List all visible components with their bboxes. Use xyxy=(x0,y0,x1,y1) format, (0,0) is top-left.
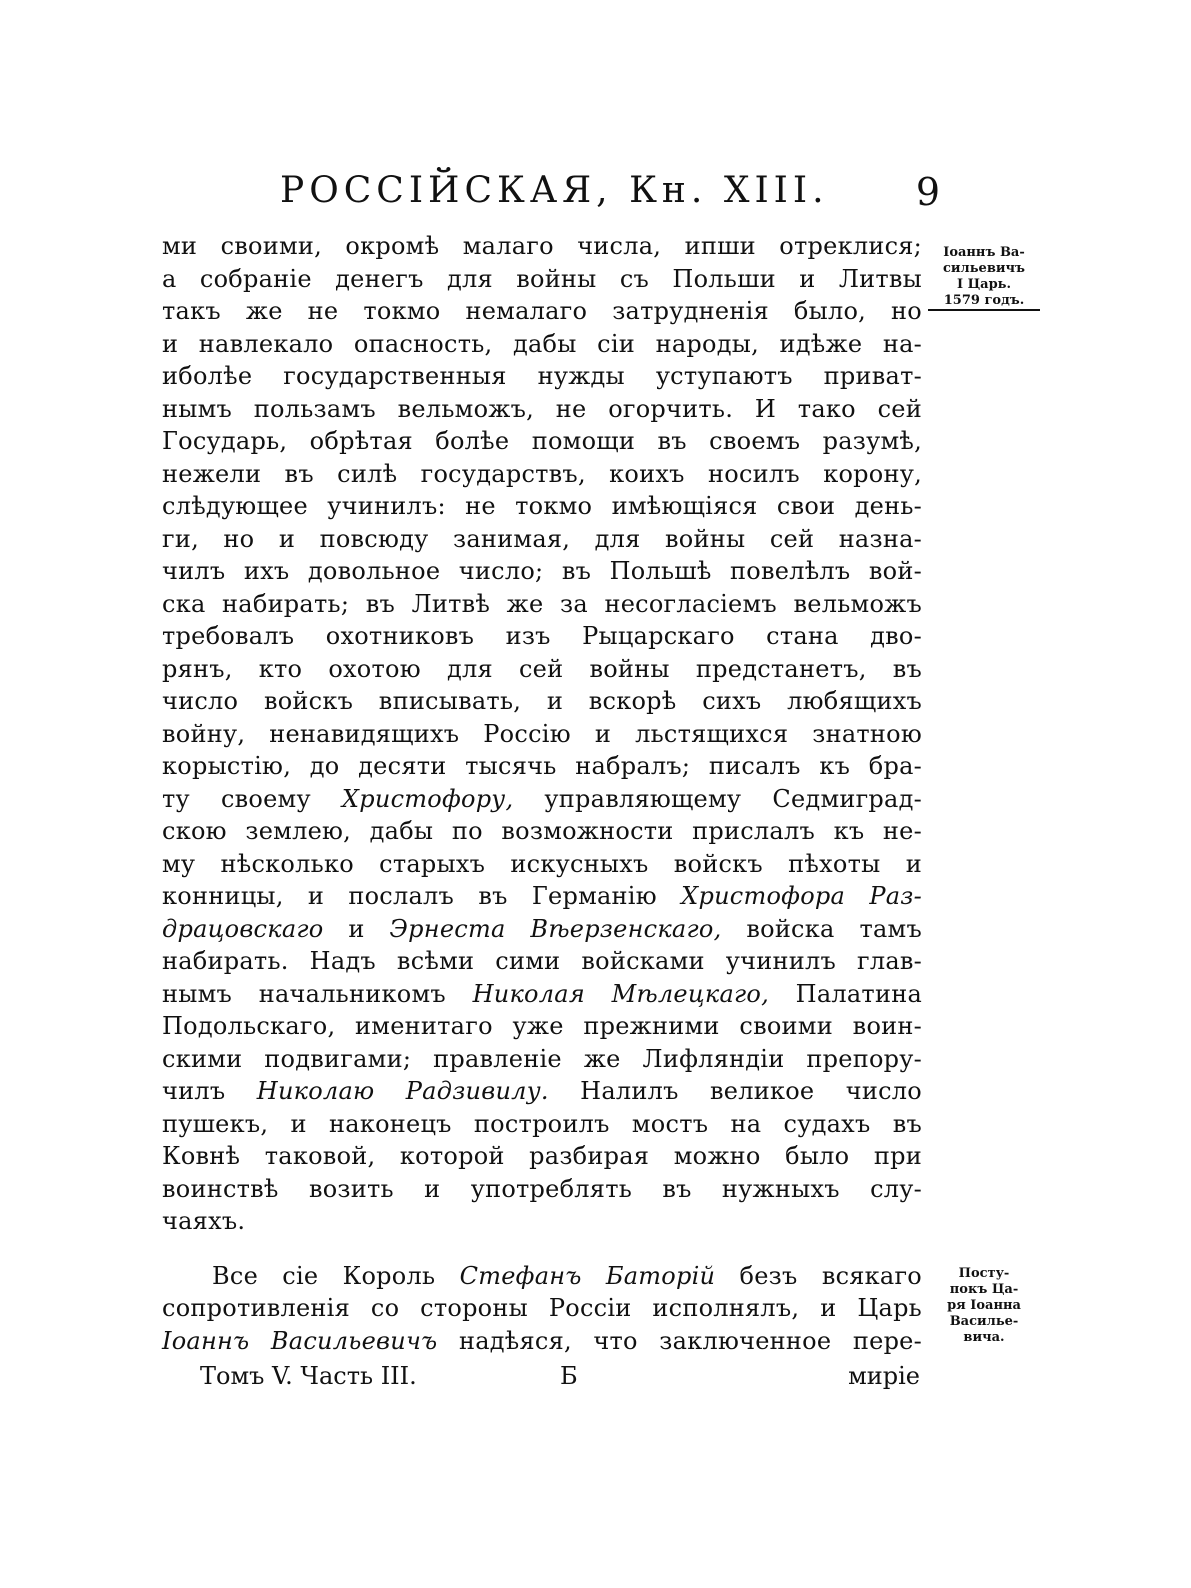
italic-name: Іоаннъ Васильевичъ xyxy=(162,1326,438,1355)
text-line: число войскъ вписывать, и вскорѣ сихъ любящихъ xyxy=(162,687,922,715)
italic-name: Христофору, xyxy=(341,784,514,813)
text-line: нымъ начальникомъ Николая Мѣлецкаго, Палатина xyxy=(162,979,923,1008)
text-line: а собраніе денегъ для войны съ Польши и Литвы xyxy=(162,264,922,293)
text-line: му нѣсколько старыхъ искусныхъ войскъ пѣхоты и xyxy=(162,849,922,878)
margin-note-line: покъ Ца- xyxy=(949,1282,1019,1297)
catchword: миріе xyxy=(848,1362,920,1390)
text-line: такъ же не токмо немалаго затрудненія было, но xyxy=(162,297,922,325)
italic-name: Эрнеста Вѣерзенскаго, xyxy=(389,914,722,943)
text-line: скими подвигами; правленіе же Лифляндіи препору- xyxy=(162,1044,922,1073)
text-line: рянъ, кто охотою для сей войны предстанетъ, въ xyxy=(162,654,922,683)
text-line: Ковнѣ таковой, которой разбирая можно было при xyxy=(162,1142,922,1170)
italic-name: Стефанъ Баторій xyxy=(459,1261,716,1290)
text-line: пушекъ, и наконецъ построилъ мостъ на судахъ въ xyxy=(162,1109,922,1138)
text-line: и навлекало опасность, дабы сіи народы, идѣже на- xyxy=(162,329,922,358)
margin-note-line: Іоаннъ Ва- xyxy=(943,245,1025,260)
signature-mark: Б xyxy=(560,1362,578,1390)
text-line: нежели въ силѣ государствъ, коихъ носилъ корону, xyxy=(162,459,922,488)
text-line: чилъ Николаю Радзивилу. Налилъ великое число xyxy=(162,1077,922,1105)
text-line: воинствѣ возить и употреблять въ нужныхъ слу- xyxy=(162,1174,922,1203)
text-line: Іоаннъ Васильевичъ надѣяся, что заключенное пере- xyxy=(162,1326,922,1355)
text-line: набирать. Надъ всѣми сими войсками учинилъ глав- xyxy=(162,947,922,975)
paragraph-gap xyxy=(162,1238,922,1260)
italic-name: Христофора Раз- xyxy=(681,882,922,910)
margin-note-line: I Царь. xyxy=(956,277,1012,292)
text-line: требовалъ охотниковъ изъ Рыцарскаго стана дво- xyxy=(162,622,922,650)
text-line: Подольскаго, именитаго уже прежними своими воин- xyxy=(162,1012,922,1040)
running-title: РОССІЙСКАЯ, Кн. XIII. xyxy=(280,170,829,211)
body-text xyxy=(162,230,922,1357)
text-line: войну, ненавидящихъ Россію и льстящихся знатною xyxy=(162,719,922,748)
text-line: чилъ ихъ довольное число; въ Польшѣ повелѣлъ вой- xyxy=(162,557,922,585)
italic-name: Николаю Радзивилу. xyxy=(256,1077,549,1105)
text-line: ми своими, окромѣ малаго числа, ипши отреклися; xyxy=(162,232,922,260)
text-line: сопротивленія со стороны Россіи исполнялъ, и Царь xyxy=(162,1294,922,1322)
text-line: Все сіе Король Стефанъ Баторій безъ всякаго xyxy=(212,1261,922,1290)
volume-signature: Томъ V. Часть III. xyxy=(200,1362,417,1390)
margin-note-line: Посту- xyxy=(958,1266,1010,1281)
text-line: нымъ пользамъ вельможъ, не огорчить. И тако сей xyxy=(162,394,922,423)
text-line: скою землею, дабы по возможности прислалъ къ не- xyxy=(162,817,922,845)
text-line: иболѣе государственныя нужды уступаютъ приват- xyxy=(162,362,922,390)
text-line: драцовскаго и Эрнеста Вѣерзенскаго, войска тамъ xyxy=(162,914,922,943)
text-line: ги, но и повсюду занимая, для войны сей назна- xyxy=(162,524,922,553)
margin-note-line: вича. xyxy=(963,1330,1005,1345)
margin-note-line: сильевичъ xyxy=(943,261,1025,276)
page-header xyxy=(280,170,940,220)
page-footer xyxy=(200,1362,920,1398)
italic-name: драцовскаго xyxy=(162,914,324,943)
text-line: Государь, обрѣтая болѣе помощи въ своемъ разумѣ, xyxy=(162,427,922,455)
text-line: слѣдующее учинилъ: не токмо имѣющіяся свои день- xyxy=(162,492,922,520)
text-line: ска набирать; въ Литвѣ же за несогласіемъ вельможъ xyxy=(162,589,922,618)
page-number: 9 xyxy=(915,170,940,214)
margin-note-year: 1579 годъ. xyxy=(928,293,1040,311)
text-line: конницы, и послалъ въ Германію Христофора Раз- xyxy=(162,882,922,910)
italic-name: Николая Мѣлецкаго, xyxy=(472,979,769,1008)
text-line: ту своему Христофору, управляющему Седмиград- xyxy=(162,784,922,813)
margin-note-line: ря Іоанна xyxy=(947,1298,1021,1313)
margin-note-tsar-action xyxy=(928,1266,1040,1346)
margin-note-ioann-1579 xyxy=(928,245,1040,311)
text-line: чаяхъ. xyxy=(162,1207,246,1235)
text-line: корыстію, до десяти тысячь набралъ; писалъ къ бра- xyxy=(162,752,922,780)
margin-note-line: Василье- xyxy=(949,1314,1019,1329)
